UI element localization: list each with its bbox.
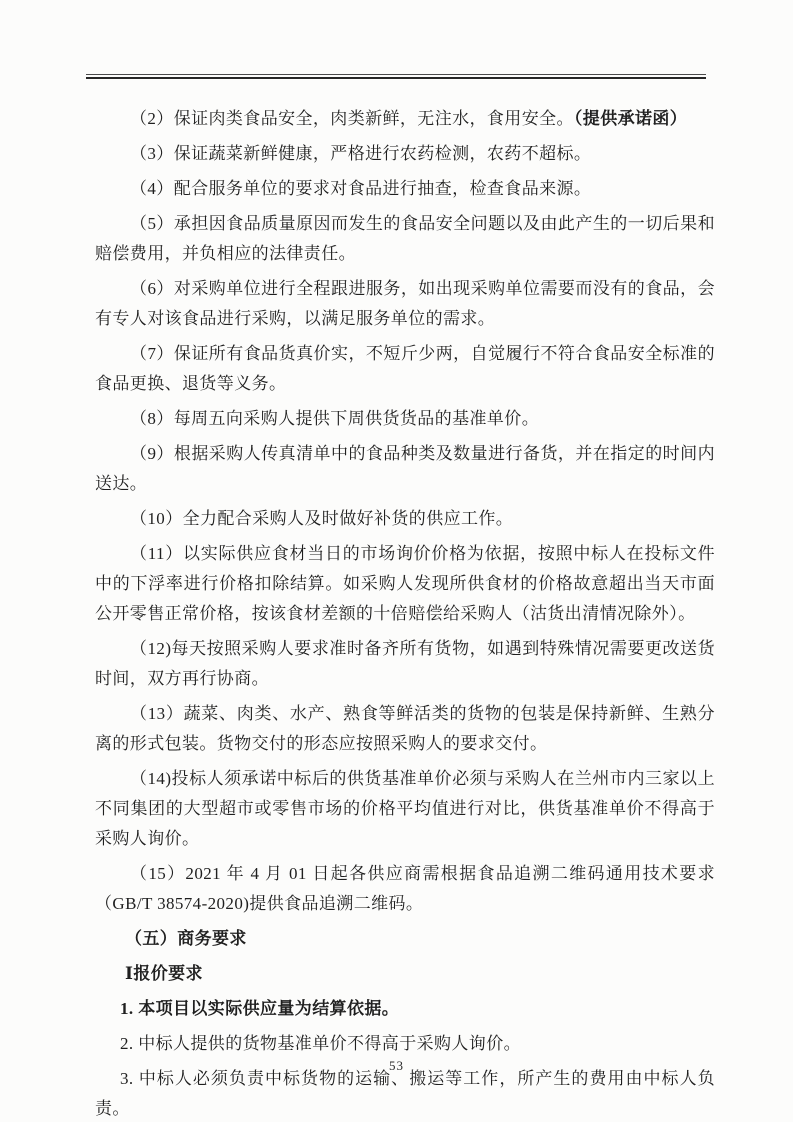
paragraph [95, 859, 715, 919]
paragraph [95, 1029, 715, 1059]
paragraph [95, 139, 715, 169]
paragraph-text: （2）保证肉类食品安全，肉类新鲜，无注水，食用安全。 [130, 109, 574, 128]
paragraph-text: 3. 中标人必须负责中标货物的运输、搬运等工作，所产生的费用由中标人负责。 [95, 1069, 715, 1118]
paragraph [95, 504, 715, 534]
paragraph-text: （11）以实际供应食材当日的市场询价价格为依据，按照中标人在投标文件中的下浮率进行价格扣除结算。如采购人发现所供食材的价格故意超出当天市面公开零售正常价格，按该食材差额的十倍赔偿给采购人（沽货出清情况除外）。 [95, 544, 715, 623]
paragraph [95, 959, 715, 989]
paragraph-text-bold: （五）商务要求 [125, 929, 247, 948]
paragraph [95, 994, 715, 1024]
paragraph [95, 539, 715, 629]
paragraph [95, 174, 715, 204]
paragraph-text: （9）根据采购人传真清单中的食品种类及数量进行备货，并在指定的时间内送达。 [95, 444, 715, 493]
paragraph-text-bold: 1. 本项目以实际供应量为结算依据。 [120, 999, 400, 1018]
paragraph-text-bold: Ⅰ报价要求 [125, 964, 203, 983]
header-double-rule [86, 74, 706, 79]
paragraph [95, 634, 715, 694]
page-number: 53 [389, 1058, 404, 1073]
paragraph-text: （7）保证所有食品货真价实，不短斤少两，自觉履行不符合食品安全标准的食品更换、退货等义务。 [95, 344, 715, 393]
paragraph [95, 339, 715, 399]
paragraph-text: （8）每周五向采购人提供下周供货货品的基准单价。 [130, 409, 540, 428]
document-body [95, 104, 715, 1122]
paragraph-text: （12)每天按照采购人要求准时备齐所有货物，如遇到特殊情况需要更改送货时间，双方再行协商。 [95, 639, 715, 688]
paragraph-text-bold: （提供承诺函） [573, 109, 688, 128]
paragraph [95, 209, 715, 269]
paragraph-text: （14)投标人须承诺中标后的供货基准单价必须与采购人在兰州市内三家以上不同集团的大型超市或零售市场的价格平均值进行对比，供货基准单价不得高于采购人询价。 [95, 769, 715, 848]
paragraph [95, 104, 715, 134]
paragraph [95, 924, 715, 954]
paragraph [95, 404, 715, 434]
paragraph-text: （3）保证蔬菜新鲜健康，严格进行农药检测，农药不超标。 [130, 144, 592, 163]
paragraph-text: （5）承担因食品质量原因而发生的食品安全问题以及由此产生的一切后果和赔偿费用，并负相应的法律责任。 [95, 214, 715, 263]
paragraph-text: （6）对采购单位进行全程跟进服务，如出现采购单位需要而没有的食品，会有专人对该食品进行采购，以满足服务单位的需求。 [95, 279, 715, 328]
paragraph-text: （13）蔬菜、肉类、水产、熟食等鲜活类的货物的包装是保持新鲜、生熟分离的形式包装。货物交付的形态应按照采购人的要求交付。 [95, 704, 715, 753]
paragraph [95, 699, 715, 759]
paragraph-text: （4）配合服务单位的要求对食品进行抽查，检查食品来源。 [130, 179, 592, 198]
paragraph-text: 2. 中标人提供的货物基准单价不得高于采购人询价。 [120, 1034, 521, 1053]
paragraph-text: （15）2021 年 4 月 01 日起各供应商需根据食品追溯二维码通用技术要求（GB/T 38574-2020)提供食品追溯二维码。 [95, 864, 715, 913]
paragraph [95, 274, 715, 334]
paragraph-text: （10）全力配合采购人及时做好补货的供应工作。 [130, 509, 514, 528]
paragraph [95, 764, 715, 854]
paragraph [95, 439, 715, 499]
